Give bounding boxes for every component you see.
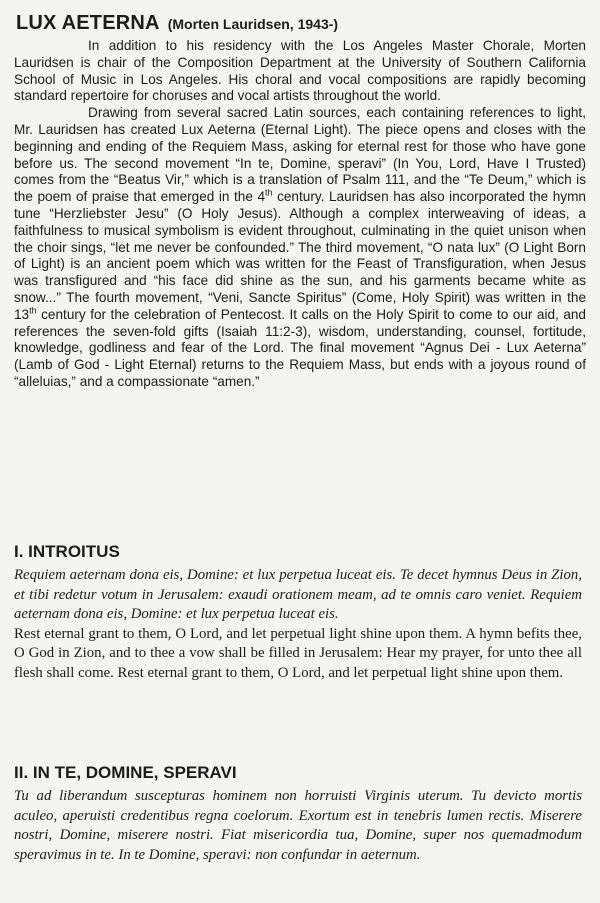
ordinal-suffix-4th: th [265, 187, 273, 198]
latin-text: Requiem aeternam dona eis, Domine: et lux perpetua luceat eis. Te decet hymnus Deus in Zion, et tibi redetur votum in Jerusalem: exaudi orationem meam, ad te omnis caro veniet. Requiem aeternam dona eis, Domine: et lux perpetua luceat eis. [14, 567, 582, 622]
section-in-te-domine-speravi [14, 763, 582, 865]
intro-text-b: century. Lauridsen has also incorporated the hymn tune “Herzliebster Jesu” (O Holy Jesus). Although a complex interweaving of ideas, a faithfulness to musical symbolism is evident throughout, culminating in the quiet unison when the choir sings, “let me never be confounded.” The third movement, “O nata lux” (O Light Born of Light) is an ancient poem which was written for the Feast of Transfiguration, when Jesus was transfigured and “his face did shine as the sun, and his garments became white as snow...” The fourth movement, “Veni, Sancte Spiritus” (Come, Holy Spirit) was written in the 13 [14, 189, 586, 322]
section-introitus [14, 542, 582, 683]
section-heading: I. INTROITUS [14, 542, 120, 561]
ordinal-suffix-13th: th [29, 305, 37, 316]
composer-subtitle: (Morten Lauridsen, 1943-) [167, 16, 339, 32]
intro-text-c: century for the celebration of Pentecost. It calls on the Holy Spirit to come to our aid, and references the seven-fold gifts (Isaiah 11:2-3), wisdom, understanding, counsel, fortitude, knowledge, godliness and fear of the Lord. The final movement “Agnus Dei - Lux Aeterna” (Lamb of God - Light Eternal) returns to the Requiem Mass, but ends with a joyous round of “alleluias,” and a compassionate “amen.” [14, 306, 586, 389]
intro-text-a: Drawing from several sacred Latin sources, each containing references to light, Mr. Lauridsen has created Lux Aeterna (Eternal Light). The piece opens and closes with the beginning and ending of the Requiem Mass, asking for eternal rest for those who have gone before us. The second movement “In te, Domine, speravi” (In You, Lord, Have I Trusted) comes from the “Beatus Vir,” which is a translation of Psalm 111, and the “Te Deum,” which is the poem of praise that emerged in the 4 [14, 105, 586, 205]
program-notes [14, 38, 586, 391]
section-heading: II. IN TE, DOMINE, SPERAVI [14, 763, 237, 782]
intro-paragraph-2 [14, 105, 586, 391]
intro-paragraph-1: In addition to his residency with the Los Angeles Master Chorale, Morten Lauridsen is chair of the Composition Department at the University of Southern California School of Music in Los Angeles. His choral and vocal compositions are rapidly becoming standard repertoire for choruses and vocal artists throughout the world. [14, 38, 586, 104]
latin-text: Tu ad liberandum suscepturas hominem non horruisti Virginis uterum. Tu devicto mortis aculeo, aperuisti credentibus regna coelorum. Exortum est in tenebris lumen rectis. Miserere nostri, Domine, miserere nostri. Fiat misericordia tua, Domine, super nos quemadmodum speravimus in te. In te Domine, speravi: non confundar in aeternum. [14, 788, 582, 863]
english-translation: Rest eternal grant to them, O Lord, and let perpetual light shine upon them. A hymn befits thee, O God in Zion, and to thee a vow shall be filled in Jerusalem: Hear my prayer, for unto thee all flesh shall come. Rest eternal grant to them, O Lord, and let perpetual light shine upon them. [14, 625, 582, 681]
page-title: LUX AETERNA [16, 12, 160, 34]
title-line [16, 12, 586, 36]
